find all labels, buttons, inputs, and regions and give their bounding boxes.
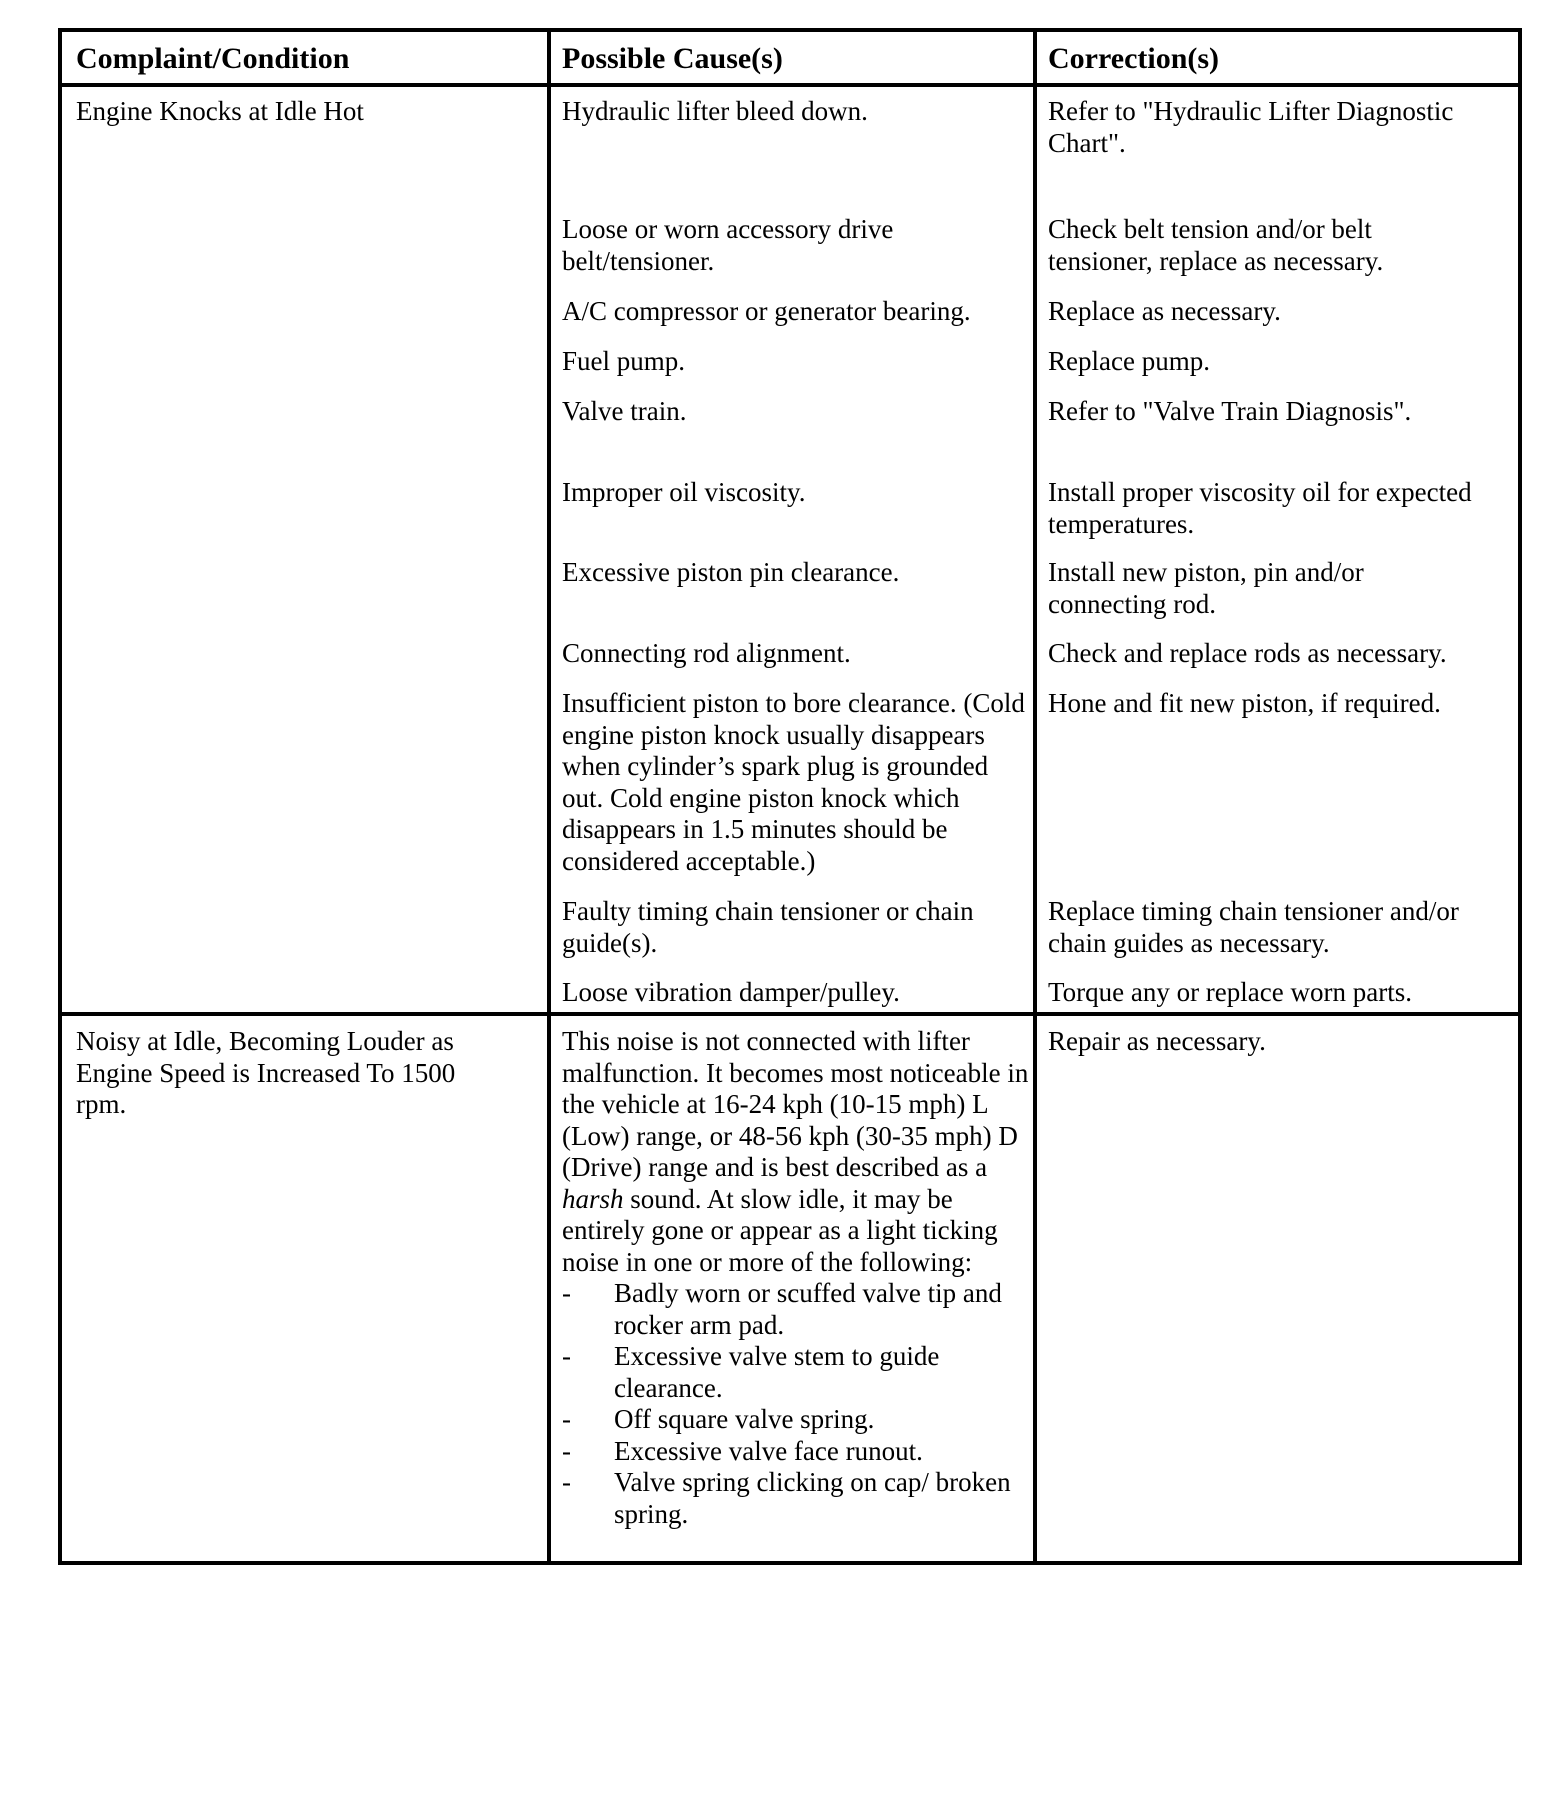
column-divider-1	[547, 32, 551, 1561]
bullet-item: - Badly worn or scuffed valve tip and rocker arm pad.	[562, 1278, 1002, 1340]
dash-icon: -	[562, 1278, 571, 1308]
correction-cell: Replace pump.	[1048, 346, 1210, 376]
cause-cell: Faulty timing chain tensioner or chain guide(s).	[562, 896, 974, 958]
cause-cell: Loose vibration damper/pulley.	[562, 977, 900, 1007]
correction-cell: Check belt tension and/or belt tensioner, replace as necessary.	[1048, 214, 1384, 276]
correction-cell: Replace as necessary.	[1048, 296, 1281, 326]
correction-cell: Install new piston, pin and/or connecting rod.	[1048, 557, 1364, 619]
correction-cell: Install proper viscosity oil for expected temperatures.	[1048, 477, 1472, 539]
complaint-cell: Noisy at Idle, Becoming Louder as Engine Speed is Increased To 1500 rpm.	[76, 1026, 456, 1119]
header-divider	[62, 83, 1518, 87]
bullet-item: - Excessive valve face runout.	[562, 1435, 923, 1466]
header-correction: Correction(s)	[1048, 42, 1220, 75]
cause-cell: Fuel pump.	[562, 346, 686, 376]
column-divider-2	[1033, 32, 1037, 1561]
cause-cell	[562, 1026, 1032, 1530]
complaint-cell: Engine Knocks at Idle Hot	[76, 96, 364, 126]
correction-cell: Refer to "Hydraulic Lifter Diagnostic Chart".	[1048, 96, 1454, 158]
correction-cell: Repair as necessary.	[1048, 1026, 1266, 1056]
correction-cell: Hone and fit new piston, if required.	[1048, 688, 1441, 718]
correction-cell: Replace timing chain tensioner and/or chain guides as necessary.	[1048, 896, 1459, 958]
diagnosis-table	[58, 28, 1522, 1565]
cause-cell: Excessive piston pin clearance.	[562, 557, 900, 587]
cause-cell: Improper oil viscosity.	[562, 477, 806, 507]
dash-icon: -	[562, 1435, 571, 1466]
cause-cell: Insufficient piston to bore clearance. (Cold engine piston knock usually disappears when cylinder’s spark plug is grounded out. Cold engine piston knock which disappears in 1.5 minutes should be considered acceptable.)	[562, 688, 1025, 876]
bullet-item: - Off square valve spring.	[562, 1404, 875, 1434]
correction-cell: Check and replace rods as necessary.	[1048, 638, 1447, 668]
cause-cell: A/C compressor or generator bearing.	[562, 296, 971, 326]
bullet-item: - Excessive valve stem to guide clearance.	[562, 1341, 940, 1403]
bullet-item: - Valve spring clicking on cap/ broken spring.	[562, 1467, 1011, 1529]
cause-emphasis: harsh	[562, 1183, 624, 1214]
dash-icon: -	[562, 1467, 571, 1497]
cause-cell: Hydraulic lifter bleed down.	[562, 96, 868, 126]
cause-cell: Connecting rod alignment.	[562, 638, 851, 668]
cause-text: sound. At slow idle, it may be entirely gone or appear as a light ticking noise in one or more of the following:	[562, 1183, 998, 1277]
dash-icon: -	[562, 1341, 571, 1371]
cause-text: This noise is not connected with lifter malfunction. It becomes most noticeable in the vehicle at 16-24 kph (10-15 mph) L (Low) range, or 48-56 kph (30-35 mph) D (Drive) range and is best described as a	[562, 1026, 1029, 1182]
row-divider	[62, 1012, 1518, 1016]
dash-icon: -	[562, 1404, 571, 1434]
cause-cell: Valve train.	[562, 396, 687, 426]
header-cause: Possible Cause(s)	[562, 42, 783, 75]
header-complaint: Complaint/Condition	[76, 42, 350, 75]
cause-cell: Loose or worn accessory drive belt/tensioner.	[562, 214, 894, 276]
correction-cell: Torque any or replace worn parts.	[1048, 977, 1412, 1007]
correction-cell: Refer to "Valve Train Diagnosis".	[1048, 396, 1412, 426]
